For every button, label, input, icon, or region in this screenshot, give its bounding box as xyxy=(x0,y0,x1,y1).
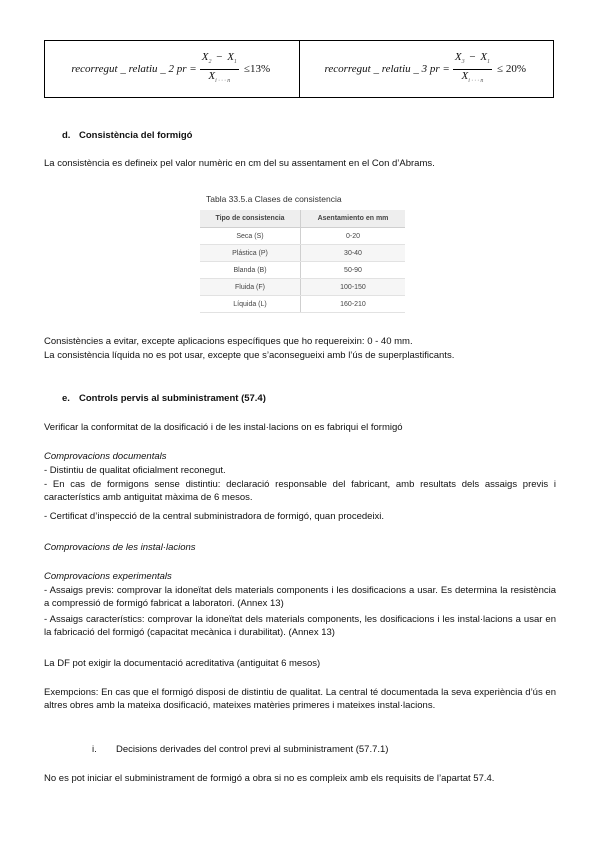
exp-item-1: - Assaigs previs: comprovar la idoneïtat dels materials components i les dosificacions a usar. Es determina la resistència a compressió de formigó fabricat a laboratori. (Annex 13) xyxy=(44,585,556,609)
subsection-text: No es pot iniciar el subministrament de formigó a obra si no es compleix amb els requisits de l’apartat 57.4. xyxy=(44,773,495,784)
table-cell: 160-210 xyxy=(301,296,406,313)
table-cell: 50-90 xyxy=(301,262,406,279)
table-header-cell: Asentamiento en mm xyxy=(301,210,406,228)
section-d-note-1: Consistències a evitar, excepte aplicacions específiques que ho requereixin: 0 - 40 mm. xyxy=(44,336,413,347)
formula-right-lhs: recorregut _ relatiu _ 3 pr = xyxy=(324,63,450,75)
table-cell: Fluida (F) xyxy=(200,279,301,296)
table-header-row xyxy=(200,210,405,228)
formula-right-num-a: X xyxy=(454,51,462,64)
docs-item-2: - En cas de formigons sense distintiu: declaració responsable del fabricant, amb resultats dels assaigs previs i característics amb antiguitat màxima de 6 mesos. xyxy=(44,479,556,503)
consistency-table-caption: Tabla 33.5.a Clases de consistencia xyxy=(206,194,342,204)
formula-right-rhs: ≤ 20% xyxy=(497,63,526,75)
formula-right-den-sub: i · · · n xyxy=(468,77,484,84)
table-cell: 100-150 xyxy=(301,279,406,296)
table-cell: Blanda (B) xyxy=(200,262,301,279)
formula-left-den: X xyxy=(208,69,216,82)
consistency-table xyxy=(200,210,405,313)
table-row xyxy=(200,279,405,296)
section-e-number: e. xyxy=(62,393,70,404)
formula-right-num-b: X xyxy=(480,51,488,64)
table-cell: Plástica (P) xyxy=(200,245,301,262)
exp-heading: Comprovacions experimentals xyxy=(44,571,172,582)
formula-right xyxy=(299,41,554,97)
formula-left-num-a-sub: 2 xyxy=(208,59,212,66)
table-row xyxy=(200,245,405,262)
formula-right-num-a-sub: 3 xyxy=(461,59,465,66)
formula-right-den: X xyxy=(461,69,469,82)
docs-item-3: - Certificat d’inspecció de la central subministradora de formigó, quan procedeixi. xyxy=(44,511,385,522)
formula-left-num-a: X xyxy=(201,51,209,64)
exemptions: Exempcions: En cas que el formigó disposi de distintiu de qualitat. La central té documentada la seva experiència d’ús en altres obres amb la mateixa dosificació, mateixes matèries primeres i mateixes instal·lacions. xyxy=(44,687,556,711)
section-e-title: Controls pervis al subministrament (57.4) xyxy=(79,393,266,404)
table-header-cell: Tipo de consistencia xyxy=(200,210,301,228)
formula-left xyxy=(45,41,299,97)
table-cell: 0-20 xyxy=(301,228,406,245)
formula-left-num-b: X xyxy=(227,51,234,64)
install-heading: Comprovacions de les instal·lacions xyxy=(44,542,196,553)
formula-right-minus: − xyxy=(469,51,476,64)
section-d-intro: La consistència es defineix pel valor numèric en cm del su assentament en el Con d’Abrams. xyxy=(44,158,435,169)
table-row xyxy=(200,228,405,245)
formula-left-fraction xyxy=(200,51,239,86)
table-row xyxy=(200,262,405,279)
docs-heading: Comprovacions documentals xyxy=(44,451,167,462)
formula-right-fraction xyxy=(453,51,492,86)
section-d-note-2: La consistència líquida no es pot usar, excepte que s’aconsegueixi amb l’ús de superplastificants. xyxy=(44,350,455,361)
exp-item-2: - Assaigs característics: comprovar la idoneïtat dels materials components, les dosificacions i les instal·lacions a usar en la fabricació del formigó (capacitat mecànica i durabilitat). (Annex 13) xyxy=(44,614,556,638)
formula-right-num-b-sub: 1 xyxy=(487,59,491,66)
section-d-title: Consistència del formigó xyxy=(79,130,193,141)
subsection-title: Decisions derivades del control previ al subministrament (57.7.1) xyxy=(116,744,389,755)
table-cell: Líquida (L) xyxy=(200,296,301,313)
table-cell: Seca (S) xyxy=(200,228,301,245)
docs-item-1: - Distintiu de qualitat oficialment reconegut. xyxy=(44,465,226,476)
table-row xyxy=(200,296,405,313)
section-d-number: d. xyxy=(62,130,71,141)
formula-left-rhs: ≤13% xyxy=(243,63,271,75)
formula-left-minus: − xyxy=(216,51,223,64)
formula-left-lhs: recorregut _ relatiu _ 2 pr = xyxy=(71,63,197,75)
table-cell: 30-40 xyxy=(301,245,406,262)
subsection-number: i. xyxy=(92,744,97,755)
formula-table xyxy=(44,40,554,98)
section-e-intro: Verificar la conformitat de la dosificació i de les instal·lacions on es fabriqui el formigó xyxy=(44,422,403,433)
df-note: La DF pot exigir la documentació acreditativa (antiguitat 6 mesos) xyxy=(44,658,321,669)
formula-left-den-sub: i · · · n xyxy=(215,77,231,84)
formula-left-num-b-sub: 1 xyxy=(233,59,237,66)
